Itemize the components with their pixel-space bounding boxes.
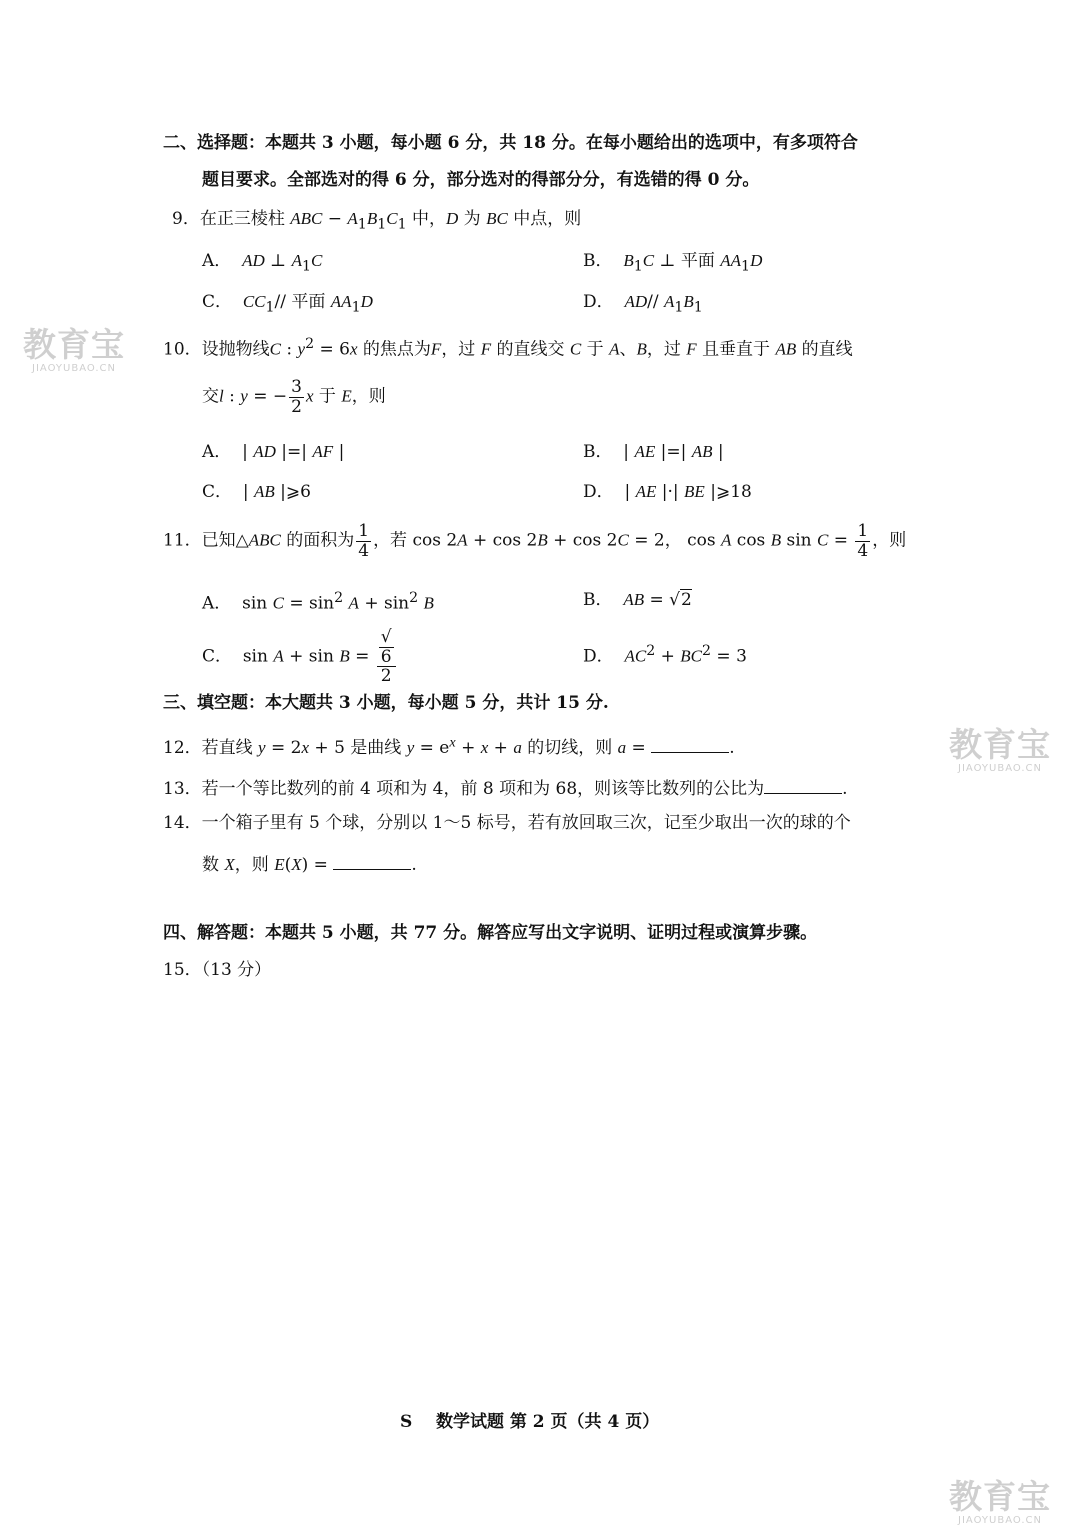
stem-text: 于 xyxy=(318,386,336,407)
q11-option-b: B． AB = √2 xyxy=(583,590,692,610)
stem-text: ，则 xyxy=(234,855,269,875)
footer-text: 数学试题 第 2 页（共 4 页） xyxy=(435,1412,660,1432)
option-text: 平面 xyxy=(680,251,715,271)
question-number: 12． xyxy=(163,738,202,758)
stem-text: 的直线 xyxy=(801,339,853,360)
question-number: 13． xyxy=(163,779,202,799)
question-10-stem: 10．设抛物线C : $y^2 = 6x$ 的焦点为F，过 F 的直线交 C 于 A、B，过 F 且垂直于 AB 的直线 xyxy=(163,336,853,360)
stem-text: 在正三棱柱 xyxy=(199,209,291,229)
footer-letter: S xyxy=(400,1412,413,1432)
stem-text: 的焦点为 xyxy=(362,339,431,360)
stem-text: 中， xyxy=(406,209,446,229)
option-label: C． xyxy=(202,292,233,312)
watermark-url: JIAOYUBAO.CN xyxy=(32,363,116,374)
stem-text: ，若 xyxy=(373,530,408,551)
stem-text: 的直线交 xyxy=(496,339,565,360)
page-footer xyxy=(400,1414,659,1431)
option-label: B． xyxy=(583,442,613,462)
option-label: A． xyxy=(202,593,232,614)
question-15-label: 15．（13 分） xyxy=(163,960,272,980)
watermark-logo xyxy=(944,725,1056,774)
watermark-url: JIAOYUBAO.CN xyxy=(958,1515,1042,1526)
stem-text: 是曲线 xyxy=(350,738,402,758)
q11-option-d: D． $AC^2 + BC^2 = 3$ xyxy=(583,643,747,667)
stem-text: ，过 xyxy=(646,339,681,360)
section2-instructions: 题目要求。全部选对的得 6 分，部分选对的得部分分，有选错的得 0 分。 xyxy=(202,170,760,190)
watermark-logo xyxy=(944,1477,1056,1526)
stem-text: 的切线，则 xyxy=(527,738,613,758)
option-label: C． xyxy=(202,482,233,502)
stem-text: ，则 xyxy=(872,530,907,551)
question-14-cont: 数 X，则 E(X) = . xyxy=(202,852,417,874)
question-10-stem-cont: 交l : y = − $\frac{3}{2}$ x 于 E，则 xyxy=(202,377,386,417)
option-value: 6 xyxy=(300,482,311,502)
section2-heading: 二、选择题：本题共 3 小题，每小题 6 分，共 18 分。在每小题给出的选项中，有多项符合 xyxy=(163,133,858,153)
q11-option-c: C． sin A + sin B = √ 6 2 xyxy=(202,628,398,686)
q9-option-d: D． AD// $A_1B_1$ xyxy=(583,292,703,316)
question-12: 12．若直线 y = 2x + 5 是曲线 $y = e^x + x + a$ 的切线，则 a = . xyxy=(163,734,735,758)
stem-text: 交 xyxy=(202,386,219,407)
option-label: D． xyxy=(583,292,614,312)
q9-option-b: B． $B_1C$ ⊥ 平面 $AA_1D$ xyxy=(583,251,763,275)
question-14 xyxy=(163,815,851,832)
option-label: C． xyxy=(202,646,233,667)
section3-heading: 三、填空题：本大题共 3 小题，每小题 5 分，共计 15 分. xyxy=(163,693,609,713)
watermark-text: 教育宝 xyxy=(949,725,1051,764)
stem-text: 于 xyxy=(586,339,604,360)
option-label: A． xyxy=(202,251,232,271)
option-text: 平面 xyxy=(291,292,326,312)
stem-text: 为 xyxy=(458,209,487,229)
stem-text: 且垂直于 xyxy=(702,339,771,360)
stem-text: 数 xyxy=(202,855,225,875)
watermark-text: 教育宝 xyxy=(23,325,125,364)
answer-blank[interactable] xyxy=(333,852,411,870)
option-label: D． xyxy=(583,482,614,502)
q10-option-a: A． | AD |=| AF | xyxy=(202,442,345,462)
q9-option-a: A． AD ⊥ $A_1C$ xyxy=(202,251,323,275)
stem-text: 若一个等比数列的前 4 项和为 4，前 8 项和为 68，则该等比数列的公比为 xyxy=(201,779,765,799)
option-label: A． xyxy=(202,442,232,462)
answer-blank[interactable] xyxy=(651,735,729,753)
stem-text: ，过 xyxy=(441,339,476,360)
stem-text: ， xyxy=(664,530,682,551)
question-11-stem: 11．已知△ABC 的面积为 $\frac{1}{4}$ ，若 cos 2A + cos 2B + cos 2C = 2， cos A cos B sin C = $\frac{1}{4}$ ，则 xyxy=(163,521,907,561)
question-number: 14． xyxy=(163,813,202,833)
option-value: 18 xyxy=(730,482,752,502)
watermark-logo xyxy=(18,325,130,374)
question-number: 11． xyxy=(163,530,202,551)
q9-option-c: C． $CC_1//$ 平面 $AA_1D$ xyxy=(202,292,373,316)
stem-text: 的面积为 xyxy=(286,530,355,551)
stem-text: 设抛物线 xyxy=(201,339,270,360)
option-label: B． xyxy=(583,590,613,610)
option-label: D． xyxy=(583,646,614,667)
q10-option-d: D． | AE |·| BE |⩾18 xyxy=(583,482,752,502)
question-number: 9． xyxy=(172,209,200,229)
question-number: 10． xyxy=(163,339,202,360)
q10-option-b: B． | AE |=| AB | xyxy=(583,442,724,462)
q11-option-a: A． $\sin C = \sin^2 A + \sin^2 B$ xyxy=(202,590,434,614)
stem-text: 一个箱子里有 5 个球，分别以 1～5 标号，若有放回取三次，记至少取出一次的球的个 xyxy=(201,813,851,833)
stem-text: 中点，则 xyxy=(507,209,582,229)
watermark-text: 教育宝 xyxy=(949,1477,1051,1516)
option-label: B． xyxy=(583,251,613,271)
stem-text: 已知△ xyxy=(201,530,249,551)
stem-text: 若直线 xyxy=(201,738,253,758)
watermark-url: JIAOYUBAO.CN xyxy=(958,763,1042,774)
question-9-stem: 9．在正三棱柱 ABC − $A_1B_1C_1$ 中，D 为 BC 中点，则 xyxy=(172,209,582,233)
q10-option-c: C． | AB |⩾6 xyxy=(202,482,311,502)
question-13: 13．若一个等比数列的前 4 项和为 4，前 8 项和为 68，则该等比数列的公比为 . xyxy=(163,776,848,798)
stem-text: ，则 xyxy=(351,386,386,407)
section4-heading: 四、解答题：本题共 5 小题，共 77 分。解答应写出文字说明、证明过程或演算步骤。 xyxy=(163,923,818,943)
answer-blank[interactable] xyxy=(764,776,842,794)
